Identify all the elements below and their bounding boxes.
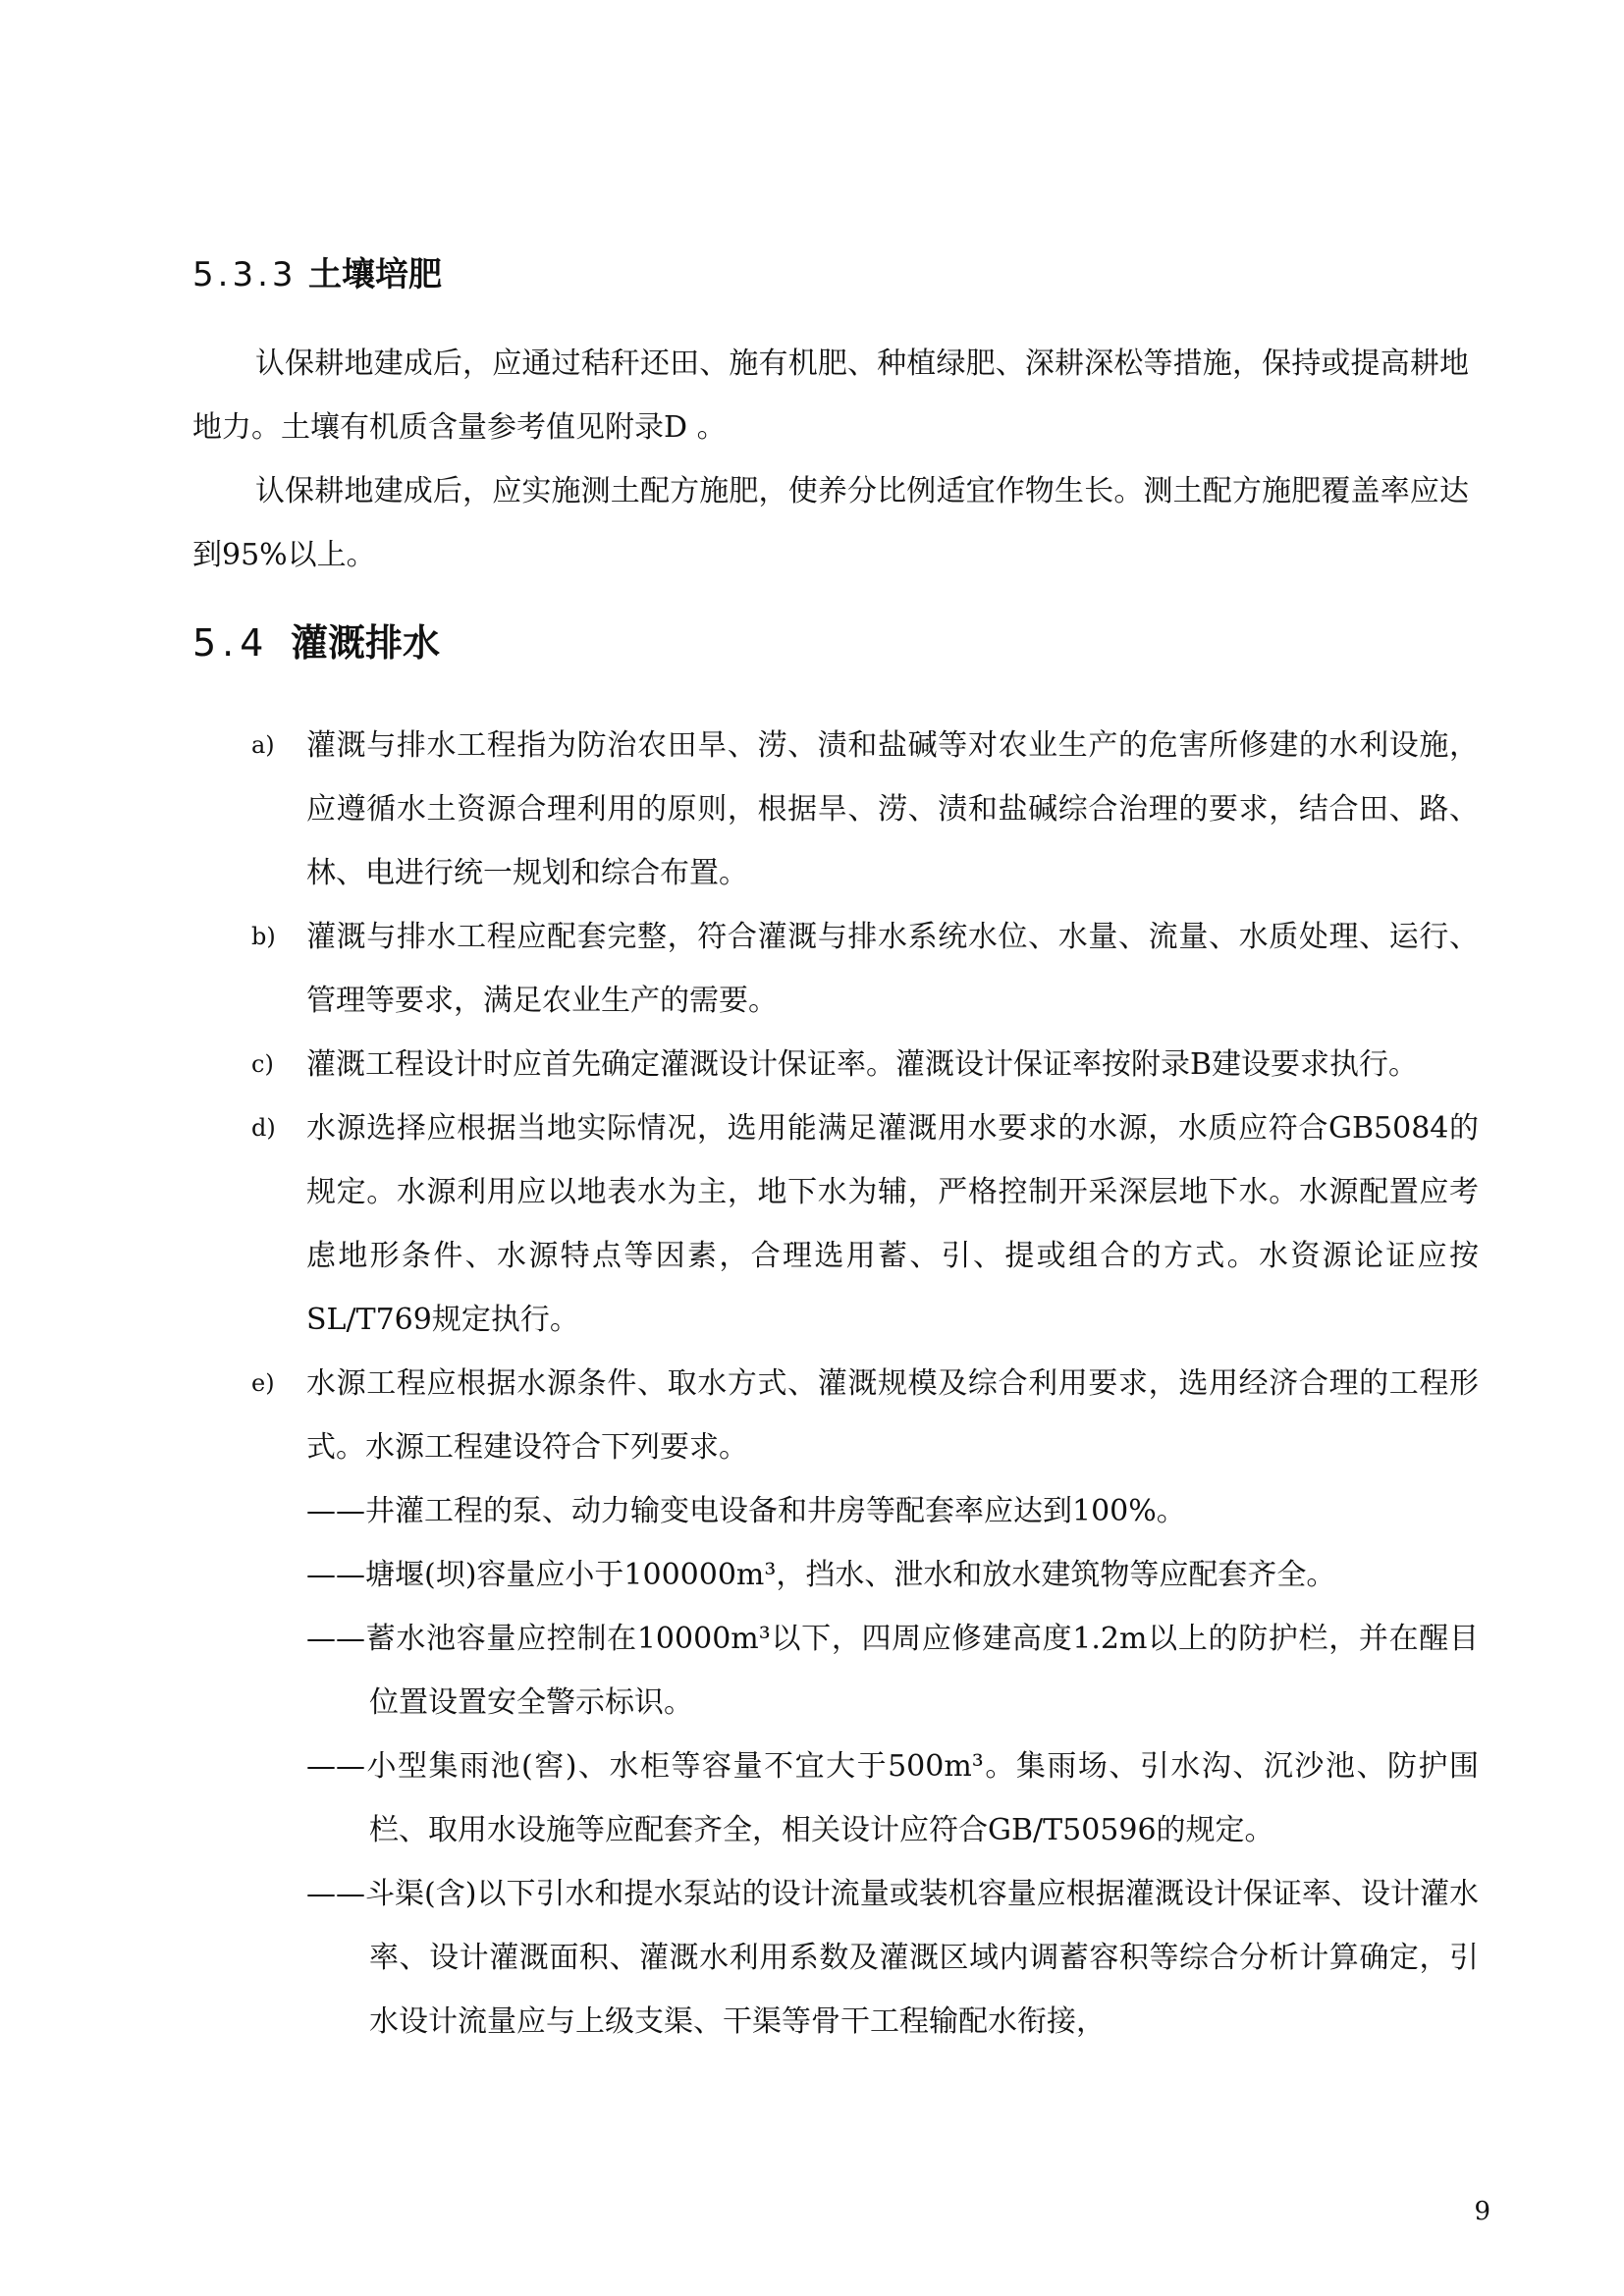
list-item-text: 灌溉工程设计时应首先确定灌溉设计保证率。灌溉设计保证率按附录B建设要求执行。 xyxy=(306,1047,1419,1082)
list-marker: b) xyxy=(251,923,276,950)
list-marker: a) xyxy=(251,731,275,759)
list-marker: e) xyxy=(251,1369,275,1397)
requirements-list xyxy=(192,714,1479,2054)
list-item-text: 灌溉与排水工程指为防治农田旱、涝、渍和盐碱等对农业生产的危害所修建的水利设施，应遵循水土资源合理利用的原则，根据旱、涝、渍和盐碱综合治理的要求，结合田、路、林、电进行统一规划和综合布置。 xyxy=(306,728,1479,890)
section-title: 灌溉排水 xyxy=(291,621,441,665)
list-marker: d) xyxy=(251,1114,276,1142)
list-item xyxy=(192,1033,1479,1096)
section-heading-5-3-3 xyxy=(192,250,442,299)
list-item xyxy=(192,905,1479,1033)
page-number: 9 xyxy=(1474,2197,1490,2226)
list-item xyxy=(192,714,1479,905)
section-number: 5.3.3 xyxy=(192,255,298,294)
list-item-text: 灌溉与排水工程应配套完整，符合灌溉与排水系统水位、水量、流量、水质处理、运行、管理等要求，满足农业生产的需要。 xyxy=(306,920,1479,1018)
paragraph: 认保耕地建成后，应实施测土配方施肥，使养分比例适宜作物生长。测土配方施肥覆盖率应达到95%以上。 xyxy=(192,474,1469,572)
section-title: 土壤培肥 xyxy=(308,255,442,294)
section-number: 5.4 xyxy=(192,621,270,665)
sub-item: ——蓄水池容量应控制在10000m³以下，四周应修建高度1.2m以上的防护栏，并在醒目位置设置安全警示标识。 xyxy=(306,1622,1479,1720)
sub-item: ——小型集雨池(窖)、水柜等容量不宜大于500m³。集雨场、引水沟、沉沙池、防护围栏、取用水设施等应配套齐全，相关设计应符合GB/T50596的规定。 xyxy=(306,1749,1479,1847)
sub-item: ——斗渠(含)以下引水和提水泵站的设计流量或装机容量应根据灌溉设计保证率、设计灌水率、设计灌溉面积、灌溉水利用系数及灌溉区域内调蓄容积等综合分析计算确定，引水设计流量应与上级支渠、干渠等骨干工程输配水衔接， xyxy=(306,1877,1479,2039)
list-item xyxy=(192,1096,1479,1352)
list-item-text: 水源工程应根据水源条件、取水方式、灌溉规模及综合利用要求，选用经济合理的工程形式。水源工程建设符合下列要求。 xyxy=(306,1366,1479,1465)
paragraph: 认保耕地建成后，应通过秸秆还田、施有机肥、种植绿肥、深耕深松等措施，保持或提高耕地地力。土壤有机质含量参考值见附录D 。 xyxy=(192,347,1469,445)
list-item-text: 水源选择应根据当地实际情况，选用能满足灌溉用水要求的水源，水质应符合GB5084的规定。水源利用应以地表水为主，地下水为辅，严格控制开采深层地下水。水源配置应考虑地形条件、水源特点等因素，合理选用蓄、引、提或组合的方式。水资源论证应按SL/T769规定执行。 xyxy=(306,1111,1479,1337)
sub-item: ——井灌工程的泵、动力输变电设备和井房等配套率应达到100%。 xyxy=(306,1494,1186,1528)
sub-item: ——塘堰(坝)容量应小于100000m³，挡水、泄水和放水建筑物等应配套齐全。 xyxy=(306,1558,1336,1592)
list-marker: c) xyxy=(251,1050,274,1078)
list-item xyxy=(192,1352,1479,2054)
section-heading-5-4 xyxy=(192,617,440,668)
